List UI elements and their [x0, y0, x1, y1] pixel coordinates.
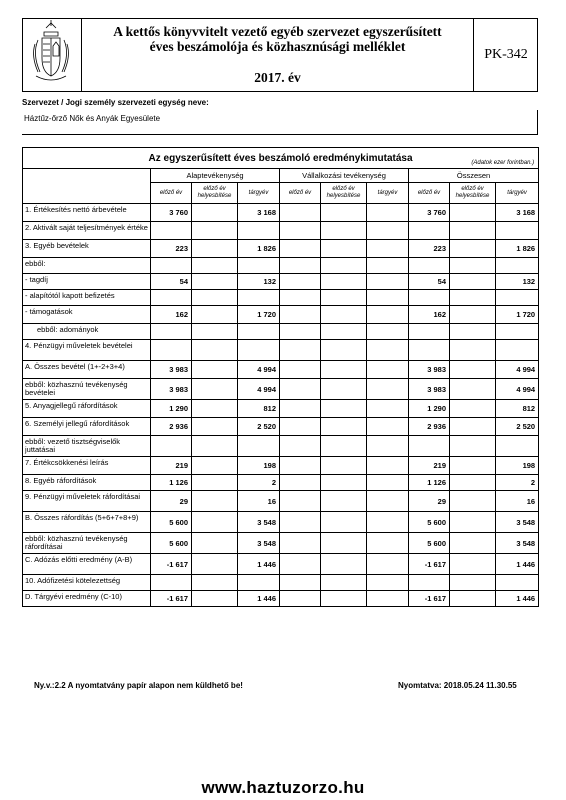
value-cell: 3 548	[238, 533, 280, 554]
value-cell	[409, 290, 450, 306]
subheader: előző év	[151, 183, 192, 204]
value-cell	[367, 491, 409, 512]
value-cell: 54	[151, 274, 192, 290]
value-cell	[367, 240, 409, 258]
value-cell	[151, 290, 192, 306]
table-row	[23, 290, 539, 306]
value-cell: 29	[409, 491, 450, 512]
value-cell	[238, 290, 280, 306]
value-cell	[192, 290, 238, 306]
value-cell	[450, 306, 496, 324]
value-cell	[192, 324, 238, 340]
value-cell	[409, 575, 450, 591]
table-row	[23, 575, 539, 591]
value-cell	[280, 475, 321, 491]
value-cell	[450, 274, 496, 290]
value-cell	[192, 361, 238, 379]
value-cell	[367, 575, 409, 591]
value-cell: 223	[409, 240, 450, 258]
value-cell	[280, 400, 321, 418]
value-cell	[367, 554, 409, 575]
value-cell	[238, 340, 280, 361]
value-cell	[450, 533, 496, 554]
row-label: B. Összes ráfordítás (5+6+7+8+9)	[23, 512, 151, 533]
value-cell: 4 994	[496, 361, 539, 379]
value-cell	[450, 591, 496, 607]
value-cell	[280, 575, 321, 591]
value-cell	[280, 457, 321, 475]
value-cell: -1 617	[409, 554, 450, 575]
group-header: Összesen	[409, 169, 539, 183]
value-cell	[151, 222, 192, 240]
row-label: - alapítótól kapott befizetés	[23, 290, 151, 306]
value-cell	[280, 274, 321, 290]
value-cell: 3 983	[151, 361, 192, 379]
value-cell	[321, 274, 367, 290]
value-cell	[192, 379, 238, 400]
form-title	[82, 24, 473, 54]
value-cell	[450, 379, 496, 400]
value-cell	[450, 340, 496, 361]
value-cell: 3 168	[496, 204, 539, 222]
table-row	[23, 436, 539, 457]
value-cell	[321, 418, 367, 436]
form-title-line2: éves beszámolója és közhasznúsági melléklet	[149, 39, 406, 54]
organization-label: Szervezet / Jogi személy szervezeti egység neve:	[22, 98, 209, 107]
table-row	[23, 306, 539, 324]
value-cell: 162	[151, 306, 192, 324]
value-cell	[409, 258, 450, 274]
value-cell	[321, 222, 367, 240]
value-cell	[367, 533, 409, 554]
value-cell: 2 936	[409, 418, 450, 436]
value-cell	[367, 400, 409, 418]
value-cell	[280, 436, 321, 457]
value-cell	[192, 222, 238, 240]
value-cell	[151, 258, 192, 274]
value-cell	[409, 436, 450, 457]
value-cell: 198	[238, 457, 280, 475]
value-cell	[496, 324, 539, 340]
value-cell	[280, 258, 321, 274]
value-cell	[450, 324, 496, 340]
value-cell	[367, 324, 409, 340]
subheader: tárgyév	[496, 183, 539, 204]
value-cell: 219	[409, 457, 450, 475]
value-cell	[496, 258, 539, 274]
value-cell	[367, 274, 409, 290]
form-code: PK-342	[473, 18, 538, 92]
table-row	[23, 533, 539, 554]
value-cell: 3 760	[409, 204, 450, 222]
row-label: ebből: adományok	[23, 324, 151, 340]
value-cell	[496, 222, 539, 240]
value-cell: -1 617	[151, 554, 192, 575]
value-cell	[450, 418, 496, 436]
value-cell: 223	[151, 240, 192, 258]
value-cell: 2	[238, 475, 280, 491]
value-cell	[151, 340, 192, 361]
value-cell	[280, 554, 321, 575]
value-cell	[321, 436, 367, 457]
value-cell: 1 126	[409, 475, 450, 491]
value-cell	[367, 204, 409, 222]
table-row	[23, 274, 539, 290]
value-cell	[280, 512, 321, 533]
value-cell: 1 446	[496, 554, 539, 575]
row-label: 1. Értékesítés nettó árbevétele	[23, 204, 151, 222]
table-body	[23, 204, 539, 607]
value-cell	[450, 222, 496, 240]
form-title-line1: A kettős könyvvitelt vezető egyéb szervezet egyszerűsített	[113, 24, 442, 39]
value-cell	[321, 491, 367, 512]
subheader: előző év helyesbítése	[321, 183, 367, 204]
row-label: - támogatások	[23, 306, 151, 324]
value-cell	[321, 533, 367, 554]
value-cell: 3 548	[238, 512, 280, 533]
value-cell	[321, 554, 367, 575]
value-cell: 1 826	[496, 240, 539, 258]
value-cell	[238, 436, 280, 457]
value-cell	[280, 240, 321, 258]
value-cell: 5 600	[151, 533, 192, 554]
value-cell	[280, 418, 321, 436]
value-cell	[321, 400, 367, 418]
value-cell	[450, 491, 496, 512]
value-cell	[192, 306, 238, 324]
value-cell: 812	[496, 400, 539, 418]
subheader: tárgyév	[238, 183, 280, 204]
value-cell	[280, 306, 321, 324]
value-cell	[367, 340, 409, 361]
value-cell	[238, 324, 280, 340]
value-cell	[321, 290, 367, 306]
value-cell: 132	[496, 274, 539, 290]
value-cell	[409, 340, 450, 361]
table-title: Az egyszerűsített éves beszámoló eredménykimutatása	[148, 152, 413, 164]
row-label: 9. Pénzügyi műveletek ráfordításai	[23, 491, 151, 512]
table-row	[23, 379, 539, 400]
value-cell	[496, 290, 539, 306]
table-row	[23, 324, 539, 340]
value-cell	[321, 258, 367, 274]
value-cell	[280, 340, 321, 361]
organization-name: Háztűz-őrző Nők és Anyák Egyesülete	[24, 114, 161, 123]
value-cell: 4 994	[238, 361, 280, 379]
value-cell	[321, 361, 367, 379]
value-cell: 4 994	[238, 379, 280, 400]
value-cell	[367, 306, 409, 324]
row-label: C. Adózás előtti eredmény (A-B)	[23, 554, 151, 575]
value-cell: 4 994	[496, 379, 539, 400]
value-cell	[192, 475, 238, 491]
row-label: A. Összes bevétel (1+-2+3+4)	[23, 361, 151, 379]
table-row	[23, 240, 539, 258]
value-cell: 54	[409, 274, 450, 290]
value-cell: 1 446	[238, 554, 280, 575]
value-cell	[238, 575, 280, 591]
value-cell	[280, 491, 321, 512]
label-header	[23, 169, 151, 204]
value-cell: 2	[496, 475, 539, 491]
value-cell	[450, 240, 496, 258]
value-cell	[280, 290, 321, 306]
value-cell: 162	[409, 306, 450, 324]
income-statement	[22, 147, 538, 607]
value-cell: 1 720	[238, 306, 280, 324]
value-cell	[450, 258, 496, 274]
value-cell	[367, 379, 409, 400]
value-cell	[367, 591, 409, 607]
value-cell	[321, 204, 367, 222]
subheader: előző év helyesbítése	[450, 183, 496, 204]
value-cell: 1 720	[496, 306, 539, 324]
value-cell	[496, 436, 539, 457]
value-cell: 3 983	[409, 379, 450, 400]
value-cell: 16	[238, 491, 280, 512]
value-cell	[192, 554, 238, 575]
value-cell: -1 617	[151, 591, 192, 607]
value-cell	[450, 512, 496, 533]
value-cell	[321, 457, 367, 475]
subheader: előző év helyesbítése	[192, 183, 238, 204]
row-label: D. Tárgyévi eredmény (C-10)	[23, 591, 151, 607]
footer-note: Ny.v.:2.2 A nyomtatvány papír alapon nem küldhető be!	[34, 681, 243, 690]
value-cell: 1 290	[151, 400, 192, 418]
value-cell	[450, 400, 496, 418]
value-cell	[192, 418, 238, 436]
value-cell	[367, 457, 409, 475]
table-row	[23, 340, 539, 361]
row-label: 2. Aktivált saját teljesítmények értéke	[23, 222, 151, 240]
value-cell: -1 617	[409, 591, 450, 607]
value-cell	[367, 436, 409, 457]
table-row	[23, 258, 539, 274]
value-cell	[192, 533, 238, 554]
value-cell: 198	[496, 457, 539, 475]
value-cell	[321, 512, 367, 533]
value-cell	[450, 361, 496, 379]
value-cell	[192, 591, 238, 607]
value-cell: 3 168	[238, 204, 280, 222]
value-cell	[450, 290, 496, 306]
value-cell	[192, 512, 238, 533]
subheader: előző év	[409, 183, 450, 204]
value-cell: 812	[238, 400, 280, 418]
row-label: 6. Személyi jellegű ráfordítások	[23, 418, 151, 436]
value-cell	[321, 475, 367, 491]
value-cell: 1 290	[409, 400, 450, 418]
value-cell	[192, 457, 238, 475]
value-cell: 1 826	[238, 240, 280, 258]
value-cell	[192, 204, 238, 222]
value-cell	[192, 258, 238, 274]
row-label: 5. Anyagjellegű ráfordítások	[23, 400, 151, 418]
value-cell	[280, 379, 321, 400]
table-row	[23, 400, 539, 418]
table-unit: (Adatok ezer forintban.)	[471, 160, 535, 166]
value-cell: 3 548	[496, 533, 539, 554]
value-cell	[450, 436, 496, 457]
value-cell	[151, 436, 192, 457]
table-row	[23, 457, 539, 475]
value-cell	[280, 361, 321, 379]
value-cell	[192, 340, 238, 361]
table-row	[23, 475, 539, 491]
form-year: 2017. év	[254, 70, 301, 85]
value-cell	[367, 290, 409, 306]
value-cell	[321, 575, 367, 591]
table-row	[23, 554, 539, 575]
row-label: 3. Egyéb bevételek	[23, 240, 151, 258]
value-cell: 2 520	[238, 418, 280, 436]
row-label: ebből: közhasznú tevékenység ráfordításai	[23, 533, 151, 554]
value-cell: 5 600	[409, 533, 450, 554]
table-row	[23, 491, 539, 512]
subheader: tárgyév	[367, 183, 409, 204]
value-cell	[367, 361, 409, 379]
value-cell	[280, 591, 321, 607]
value-cell	[450, 554, 496, 575]
table-row	[23, 204, 539, 222]
value-cell	[496, 575, 539, 591]
row-label: ebből: vezető tisztségviselők juttatásai	[23, 436, 151, 457]
value-cell: 5 600	[409, 512, 450, 533]
table-row	[23, 418, 539, 436]
value-cell	[450, 204, 496, 222]
value-cell: 1 126	[151, 475, 192, 491]
value-cell	[321, 591, 367, 607]
value-cell	[450, 457, 496, 475]
value-cell: 3 983	[151, 379, 192, 400]
value-cell: 2 520	[496, 418, 539, 436]
value-cell	[409, 324, 450, 340]
row-label: ebből: közhasznú tevékenység bevételei	[23, 379, 151, 400]
row-label: 10. Adófizetési kötelezettség	[23, 575, 151, 591]
value-cell: 1 446	[238, 591, 280, 607]
value-cell: 16	[496, 491, 539, 512]
value-cell	[280, 204, 321, 222]
value-cell	[321, 240, 367, 258]
value-cell	[367, 222, 409, 240]
value-cell	[280, 533, 321, 554]
value-cell: 3 760	[151, 204, 192, 222]
row-label: 8. Egyéb ráfordítások	[23, 475, 151, 491]
value-cell	[192, 274, 238, 290]
value-cell	[151, 575, 192, 591]
value-cell	[238, 222, 280, 240]
value-cell	[192, 240, 238, 258]
value-cell	[367, 418, 409, 436]
income-statement-table	[22, 147, 539, 607]
subheader: előző év	[280, 183, 321, 204]
website-link[interactable]: www.haztuzorzo.hu	[201, 778, 365, 797]
value-cell	[280, 324, 321, 340]
value-cell	[280, 222, 321, 240]
value-cell	[321, 324, 367, 340]
value-cell: 2 936	[151, 418, 192, 436]
value-cell: 1 446	[496, 591, 539, 607]
value-cell	[367, 475, 409, 491]
value-cell	[321, 379, 367, 400]
value-cell: 3 983	[409, 361, 450, 379]
coat-of-arms-logo	[22, 18, 82, 92]
value-cell	[192, 575, 238, 591]
table-row	[23, 512, 539, 533]
value-cell	[450, 575, 496, 591]
value-cell	[450, 475, 496, 491]
value-cell: 5 600	[151, 512, 192, 533]
group-header: Vállalkozási tevékenység	[280, 169, 409, 183]
table-row	[23, 361, 539, 379]
row-label: 4. Pénzügyi műveletek bevételei	[23, 340, 151, 361]
value-cell	[321, 340, 367, 361]
value-cell	[192, 400, 238, 418]
value-cell: 29	[151, 491, 192, 512]
table-title-cell	[23, 148, 539, 169]
row-label: ebből:	[23, 258, 151, 274]
value-cell: 3 548	[496, 512, 539, 533]
row-label: 7. Értékcsökkenési leírás	[23, 457, 151, 475]
value-cell	[321, 306, 367, 324]
value-cell	[238, 258, 280, 274]
value-cell	[367, 258, 409, 274]
value-cell	[192, 491, 238, 512]
group-header: Alaptevékenység	[151, 169, 280, 183]
value-cell: 219	[151, 457, 192, 475]
table-row	[23, 222, 539, 240]
value-cell	[151, 324, 192, 340]
value-cell	[496, 340, 539, 361]
value-cell	[367, 512, 409, 533]
value-cell	[192, 436, 238, 457]
print-timestamp: Nyomtatva: 2018.05.24 11.30.55	[398, 681, 517, 690]
value-cell	[409, 222, 450, 240]
row-label: - tagdíj	[23, 274, 151, 290]
value-cell: 132	[238, 274, 280, 290]
table-row	[23, 591, 539, 607]
